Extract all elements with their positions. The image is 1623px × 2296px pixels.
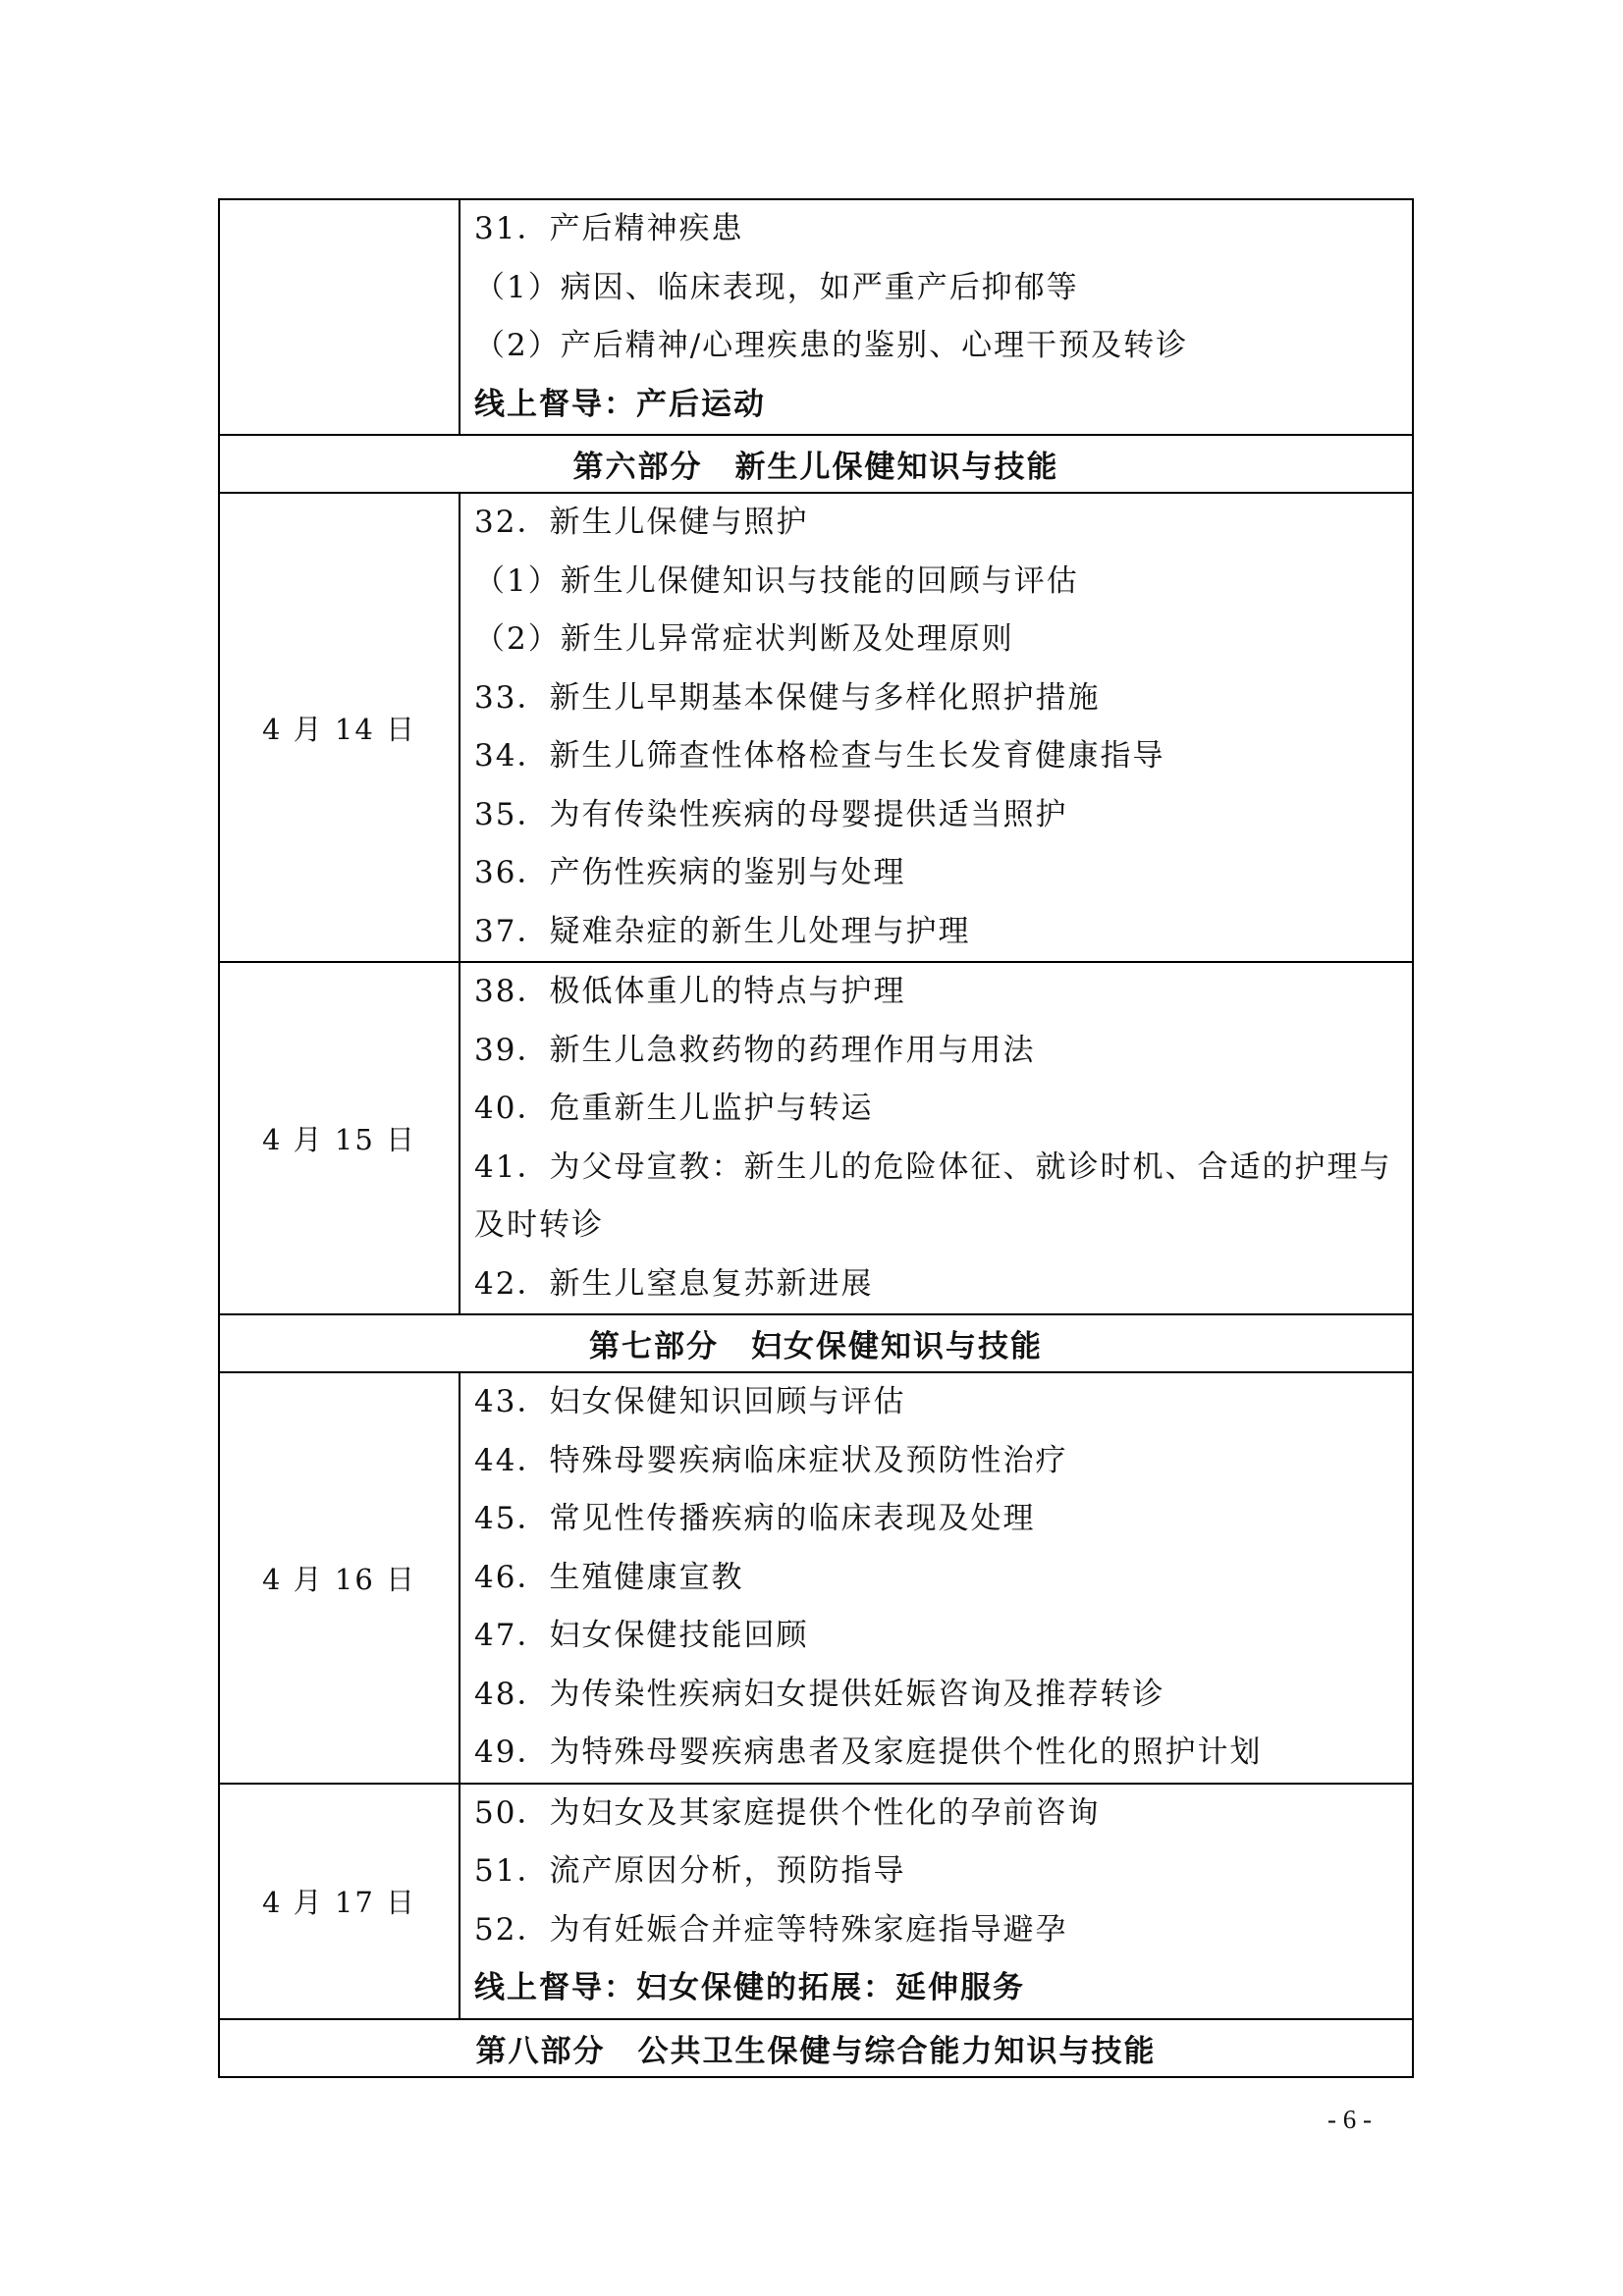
course-item: （1）新生儿保健知识与技能的回顾与评估 xyxy=(474,562,1079,599)
course-item: 32．新生儿保健与照护 xyxy=(474,505,809,540)
date-cell: 4 月 17 日 xyxy=(219,1784,460,2019)
course-item: 42．新生儿窒息复苏新进展 xyxy=(474,1265,874,1302)
course-item: 46．生殖健康宣教 xyxy=(474,1559,744,1595)
content-cell xyxy=(460,1372,1413,1784)
course-item: （2）新生儿异常症状判断及处理原则 xyxy=(474,621,1014,657)
schedule-row xyxy=(219,962,1413,1314)
course-item: 52．为有妊娠合并症等特殊家庭指导避孕 xyxy=(474,1911,1068,1948)
section-title: 第八部分 公共卫生保健与综合能力知识与技能 xyxy=(219,2019,1413,2077)
course-item: 48．为传染性疾病妇女提供妊娠咨询及推荐转诊 xyxy=(474,1676,1165,1712)
course-item: （1）病因、临床表现，如严重产后抑郁等 xyxy=(474,269,1079,305)
course-item: 38．极低体重儿的特点与护理 xyxy=(474,974,906,1009)
schedule-row xyxy=(219,199,1413,435)
schedule-row xyxy=(219,1372,1413,1784)
course-item: 41．为父母宣教：新生儿的危险体征、就诊时机、合适的护理与及时转诊 xyxy=(474,1148,1392,1243)
section-title: 第七部分 妇女保健知识与技能 xyxy=(219,1314,1413,1372)
section-header-row xyxy=(219,2019,1413,2077)
date-cell: 4 月 14 日 xyxy=(219,493,460,962)
content-cell xyxy=(460,1784,1413,2019)
date-cell xyxy=(219,199,460,435)
course-item: 45．常见性传播疾病的临床表现及处理 xyxy=(474,1501,1036,1536)
schedule-table-body xyxy=(219,199,1413,2077)
course-item: 36．产伤性疾病的鉴别与处理 xyxy=(474,855,906,890)
content-cell xyxy=(460,493,1413,962)
course-item: 50．为妇女及其家庭提供个性化的孕前咨询 xyxy=(474,1794,1101,1831)
course-item: 34．新生儿筛查性体格检查与生长发育健康指导 xyxy=(474,738,1165,774)
schedule-row xyxy=(219,1784,1413,2019)
content-cell xyxy=(460,199,1413,435)
training-schedule-table xyxy=(218,198,1414,2078)
course-item: （2）产后精神/心理疾患的鉴别、心理干预及转诊 xyxy=(474,328,1189,363)
course-item: 44．特殊母婴疾病临床症状及预防性治疗 xyxy=(474,1442,1068,1478)
schedule-row xyxy=(219,493,1413,962)
course-item: 39．新生儿急救药物的药理作用与用法 xyxy=(474,1032,1036,1068)
course-item: 47．妇女保健技能回顾 xyxy=(474,1618,809,1653)
course-item: 51．流产原因分析，预防指导 xyxy=(474,1853,906,1889)
page-number: - 6 - xyxy=(1327,2105,1372,2134)
online-supervision-item: 线上督导：妇女保健的拓展：延伸服务 xyxy=(474,1970,1025,2005)
course-item: 49．为特殊母婴疾病患者及家庭提供个性化的照护计划 xyxy=(474,1735,1263,1770)
date-cell: 4 月 15 日 xyxy=(219,962,460,1314)
content-cell xyxy=(460,962,1413,1314)
course-item: 33．新生儿早期基本保健与多样化照护措施 xyxy=(474,679,1101,716)
course-item: 35．为有传染性疾病的母婴提供适当照护 xyxy=(474,796,1068,832)
date-cell: 4 月 16 日 xyxy=(219,1372,460,1784)
section-header-row xyxy=(219,435,1413,493)
course-item: 31．产后精神疾患 xyxy=(474,211,744,246)
section-header-row xyxy=(219,1314,1413,1372)
course-item: 43．妇女保健知识回顾与评估 xyxy=(474,1384,906,1419)
section-title: 第六部分 新生儿保健知识与技能 xyxy=(219,435,1413,493)
online-supervision-item: 线上督导：产后运动 xyxy=(474,386,766,422)
course-item: 37．疑难杂症的新生儿处理与护理 xyxy=(474,913,971,949)
course-item: 40．危重新生儿监护与转运 xyxy=(474,1091,874,1126)
